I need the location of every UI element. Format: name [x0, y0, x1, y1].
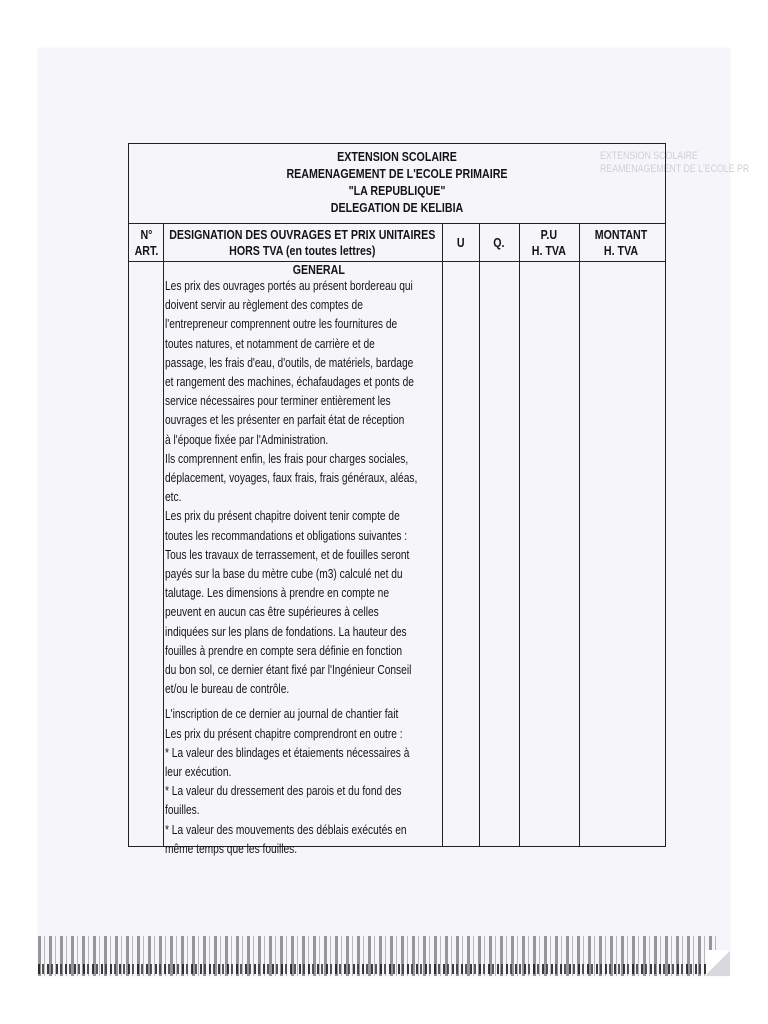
text-line: * La valeur du dressement des parois et du fond des	[165, 784, 402, 799]
text-line: et rangement des machines, échafaudages et ponts de	[165, 375, 414, 390]
text-line: doivent servir au règlement des comptes de	[165, 298, 363, 313]
text-line: leur exécution.	[165, 765, 232, 780]
montant-label-2: H. TVA	[604, 242, 639, 258]
column-header-art	[129, 224, 163, 261]
header-line-4: DELEGATION DE KELIBIA	[330, 200, 464, 215]
header-line-1: EXTENSION SCOLAIRE	[337, 149, 457, 164]
bleed-through-line-1: EXTENSION SCOLAIRE	[600, 150, 698, 162]
text-line: ouvrages et les présenter en parfait état de réception	[165, 413, 405, 428]
text-line: fouilles.	[165, 803, 200, 818]
text-line: l'entrepreneur comprennent outre les fournitures de	[165, 317, 398, 332]
column-divider	[479, 224, 480, 846]
montant-label-1: MONTANT	[595, 226, 648, 242]
art-label-2: ART.	[134, 242, 158, 258]
text-line: peuvent en aucun cas être supérieures à celles	[165, 605, 379, 620]
text-line: payés sur la base du mètre cube (m3) calculé net du	[165, 567, 403, 582]
column-header-designation	[163, 224, 442, 261]
text-line: * La valeur des blindages et étaiements nécessaires à	[165, 745, 410, 760]
text-line: etc.	[165, 490, 182, 505]
text-line: Les prix du présent chapitre doivent tenir compte de	[165, 509, 400, 524]
column-header-pu	[519, 224, 579, 261]
paragraph-general-conditions	[165, 277, 473, 699]
pu-label-1: P.U	[540, 226, 558, 242]
header-line-3: "LA REPUBLIQUE"	[348, 183, 446, 198]
column-header-montant	[579, 224, 664, 261]
page-corner-fold	[706, 950, 730, 976]
column-header-quantity: Q.	[493, 234, 505, 250]
art-label-1: N°	[140, 226, 152, 242]
text-line: fouilles à prendre en compte sera définie en fonction	[165, 643, 403, 658]
text-line: Les prix des ouvrages portés au présent bordereau qui	[165, 279, 413, 293]
designation-text	[165, 277, 473, 859]
text-line: Ils comprennent enfin, les frais pour charges sociales,	[165, 451, 409, 466]
text-line: toutes les recommandations et obligations suivantes :	[165, 528, 408, 543]
column-divider	[579, 224, 580, 846]
text-line: L'inscription de ce dernier au journal de chantier fait	[165, 707, 399, 722]
text-line: talutage. Les dimensions à prendre en compte ne	[165, 586, 390, 601]
text-line: indiquées sur les plans de fondations. La hauteur des	[165, 624, 407, 639]
paragraph-earthworks	[165, 705, 473, 859]
text-line: du bon sol, ce dernier étant fixé par l'Ingénieur Conseil	[165, 663, 412, 678]
text-line: et/ou le bureau de contrôle.	[165, 682, 290, 697]
text-line: déplacement, voyages, faux frais, frais généraux, aléas,	[165, 471, 418, 486]
text-line: à l'époque fixée par l'Administration.	[165, 432, 329, 447]
bleed-through-line-2: REAMENAGEMENT DE L'ECOLE PR	[600, 163, 750, 175]
document-header	[129, 144, 665, 224]
column-header-unit: U	[456, 234, 465, 250]
text-line: * La valeur des mouvements des déblais exécutés en	[165, 822, 407, 837]
scan-artifact-streaks	[38, 964, 718, 974]
text-line: service nécessaires pour terminer entièrement les	[165, 394, 391, 409]
designation-label-1: DESIGNATION DES OUVRAGES ET PRIX UNITAIRES	[169, 226, 436, 242]
pu-label-2: H. TVA	[531, 242, 567, 258]
text-line: même temps que les fouilles.	[165, 841, 298, 856]
section-title: GENERAL	[292, 262, 346, 277]
text-line: Tous les travaux de terrassement, et de fouilles seront	[165, 547, 410, 562]
text-line: toutes natures, et notamment de carrière et de	[165, 336, 375, 351]
bordereau-table	[128, 143, 666, 856]
designation-label-2: HORS TVA (en toutes lettres)	[229, 242, 376, 258]
column-divider	[519, 224, 520, 846]
text-line: passage, les frais d'eau, d'outils, de matériels, bardage	[165, 355, 414, 370]
column-divider	[163, 224, 164, 846]
text-line: Les prix du présent chapitre comprendront en outre :	[165, 726, 403, 741]
header-line-2: REAMENAGEMENT DE L'ECOLE PRIMAIRE	[286, 166, 508, 181]
